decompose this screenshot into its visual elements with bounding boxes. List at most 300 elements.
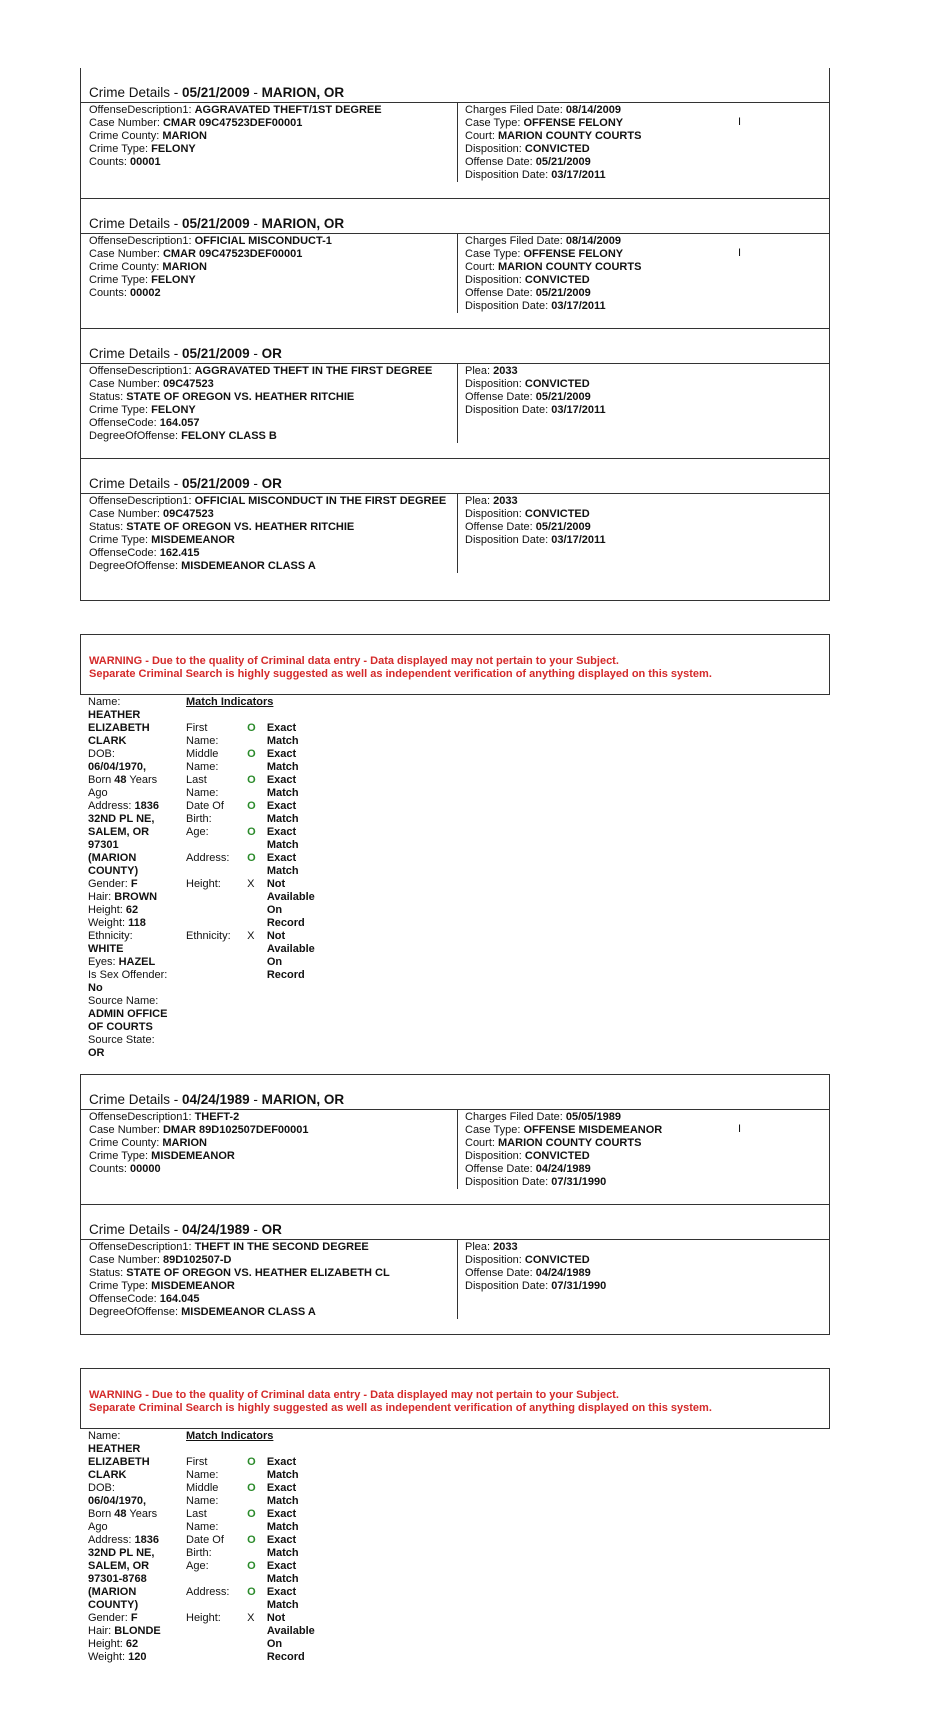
match-result: Not	[266, 930, 286, 942]
field-row	[89, 547, 457, 560]
section-location: OR	[261, 476, 282, 491]
subject-label: Address:	[88, 1534, 135, 1546]
field-row	[465, 404, 829, 417]
field-value: 09C47523	[162, 378, 214, 390]
match-result: Match	[266, 1469, 299, 1481]
match-spacer	[247, 969, 267, 982]
offense-left-column	[81, 234, 458, 313]
warning-line-2: Separate Criminal Search is highly suggested as well as independent verification of anything displayed on this system.	[89, 1402, 712, 1414]
subject-label: Source State:	[88, 1034, 155, 1046]
field-row	[89, 117, 457, 130]
match-row	[186, 865, 326, 878]
field-row	[465, 143, 829, 156]
subject-line	[88, 800, 183, 813]
match-result: Not	[266, 878, 286, 890]
subject-line	[88, 904, 183, 917]
offense-left-column	[81, 1240, 458, 1319]
field-label: Disposition:	[465, 1254, 525, 1266]
field-label: Disposition Date:	[465, 1280, 552, 1292]
match-result: On	[266, 956, 283, 968]
subject-details	[88, 1430, 183, 1664]
field-value: THEFT-2	[194, 1111, 240, 1123]
field-value: THEFT IN THE SECOND DEGREE	[194, 1241, 369, 1253]
field-row	[465, 534, 829, 547]
field-row	[465, 1111, 829, 1124]
field-row	[465, 1241, 829, 1254]
match-row	[186, 852, 326, 865]
field-label: Case Number:	[89, 117, 163, 129]
match-spacer	[247, 956, 267, 969]
subject-label: DOB:	[88, 748, 115, 760]
field-value: OFFENSE FELONY	[523, 117, 624, 129]
field-value: AGGRAVATED THEFT/1ST DEGREE	[194, 104, 382, 116]
match-field	[186, 1599, 247, 1612]
field-label: Crime Type:	[89, 274, 152, 286]
crime-details-section	[80, 1204, 830, 1335]
crime-details-header: Crime Details - 05/21/2009 - MARION, OR	[81, 199, 829, 234]
subject-line	[88, 1638, 183, 1651]
match-row	[186, 1599, 326, 1612]
match-result: Record	[266, 917, 305, 929]
field-value: MARION	[162, 1137, 207, 1149]
subject-line	[88, 748, 183, 761]
subject-value: SALEM, OR	[88, 1560, 150, 1572]
match-field	[186, 969, 247, 982]
match-row	[186, 748, 326, 761]
match-result: Match	[266, 865, 299, 877]
match-result: Exact	[266, 748, 297, 760]
field-label: OffenseDescription1:	[89, 1241, 195, 1253]
match-field: Birth:	[186, 1547, 212, 1559]
field-value: MISDEMEANOR	[151, 1150, 235, 1162]
match-row	[186, 1469, 326, 1482]
subject-label: Ago	[88, 787, 108, 799]
field-label: Charges Filed Date:	[465, 104, 566, 116]
field-value: MARION COUNTY COURTS	[498, 1137, 642, 1149]
offense-right-column	[458, 103, 829, 182]
field-row	[465, 274, 829, 287]
match-row	[186, 1456, 326, 1469]
field-label: Counts:	[89, 287, 130, 299]
subject-value: 06/04/1970,	[88, 1495, 147, 1507]
field-row	[465, 261, 829, 274]
field-value: MISDEMEANOR CLASS A	[181, 560, 316, 572]
match-miss-icon: X	[247, 878, 255, 890]
field-label: OffenseDescription1:	[89, 235, 195, 247]
match-indicators-title: Match Indicators	[186, 1430, 274, 1442]
field-label: Case Type:	[465, 117, 524, 129]
field-label: Offense Date:	[465, 156, 536, 168]
field-row	[465, 365, 829, 378]
match-field	[186, 1638, 247, 1651]
field-value: MISDEMEANOR	[151, 534, 235, 546]
match-result: Match	[266, 1521, 299, 1533]
field-value: MARION COUNTY COURTS	[498, 130, 642, 142]
match-field: Name:	[186, 735, 219, 747]
match-row	[186, 839, 326, 852]
match-field: Name:	[186, 787, 219, 799]
field-value: 07/31/1990	[551, 1176, 607, 1188]
field-row	[465, 169, 829, 182]
match-field	[186, 1651, 247, 1664]
field-value: CONVICTED	[524, 143, 590, 155]
field-row	[89, 1293, 457, 1306]
field-row	[465, 156, 829, 169]
field-row	[465, 1267, 829, 1280]
match-row	[186, 917, 326, 930]
subject-value: COUNTY)	[88, 1599, 139, 1611]
subject-line	[88, 1612, 183, 1625]
subject-label: Eyes:	[88, 956, 119, 968]
subject-details	[88, 696, 183, 1060]
match-ok-icon: O	[247, 800, 256, 812]
match-row	[186, 1547, 326, 1560]
match-row	[186, 930, 326, 943]
field-value: CONVICTED	[524, 1150, 590, 1162]
match-field: Middle	[186, 748, 219, 760]
subject-value: 62	[125, 904, 139, 916]
criminal-data-warning	[80, 634, 830, 695]
field-value: 05/21/2009	[535, 391, 591, 403]
subject-value: (MARION	[88, 852, 137, 864]
subject-value: ADMIN OFFICE	[88, 1008, 168, 1020]
field-label: Case Number:	[89, 378, 163, 390]
match-ok-icon: O	[247, 1456, 256, 1468]
field-value: 04/24/1989	[535, 1163, 591, 1175]
field-value: 05/21/2009	[535, 287, 591, 299]
subject-label: Weight:	[88, 917, 129, 929]
criminal-data-warning	[80, 1368, 830, 1429]
field-value: CONVICTED	[524, 1254, 590, 1266]
match-miss-icon: X	[247, 930, 255, 942]
field-label: Crime Type:	[89, 1150, 152, 1162]
subject-line	[88, 1456, 183, 1469]
field-label: OffenseDescription1:	[89, 365, 195, 377]
field-value: DMAR 89D102507DEF00001	[162, 1124, 309, 1136]
field-row	[465, 495, 829, 508]
field-label: Crime Type:	[89, 534, 152, 546]
section-label: Crime Details	[89, 1092, 171, 1107]
match-ok-icon: O	[247, 722, 256, 734]
match-row	[186, 761, 326, 774]
field-label: Plea:	[465, 1241, 494, 1253]
subject-line	[88, 1547, 183, 1560]
field-row	[89, 1111, 457, 1124]
section-date: 05/21/2009	[182, 216, 250, 231]
match-result: Available	[266, 1625, 315, 1637]
field-value: CMAR 09C47523DEF00001	[162, 117, 303, 129]
crime-details-header: Crime Details - 04/24/1989 - OR	[81, 1205, 829, 1240]
crime-details-header: Crime Details - 04/24/1989 - MARION, OR	[81, 1075, 829, 1110]
field-label: Disposition Date:	[465, 404, 552, 416]
match-spacer	[247, 904, 267, 917]
field-row	[465, 104, 829, 117]
section-date: 04/24/1989	[182, 1092, 250, 1107]
field-value: OFFENSE FELONY	[523, 248, 624, 260]
match-field: Address:	[186, 1586, 230, 1598]
field-value: OFFICIAL MISCONDUCT IN THE FIRST DEGREE	[194, 495, 447, 507]
subject-value: BLONDE	[114, 1625, 161, 1637]
subject-line	[88, 1008, 183, 1021]
match-result: Match	[266, 787, 299, 799]
field-row	[89, 378, 457, 391]
field-value: 164.045	[159, 1293, 200, 1305]
subject-line	[88, 878, 183, 891]
match-row	[186, 774, 326, 787]
match-result: On	[266, 904, 283, 916]
section-location: MARION, OR	[261, 216, 345, 231]
subject-value: 120	[128, 1651, 147, 1663]
match-field: Birth:	[186, 813, 212, 825]
subject-value: 118	[128, 917, 146, 929]
subject-line	[88, 865, 183, 878]
field-label: Offense Date:	[465, 521, 536, 533]
subject-label: Years	[126, 774, 158, 786]
case-marker: I	[738, 116, 742, 128]
field-label: Charges Filed Date:	[465, 235, 566, 247]
field-value: FELONY	[151, 143, 196, 155]
field-value: 03/17/2011	[551, 300, 606, 312]
field-row	[89, 1254, 457, 1267]
match-result: Exact	[266, 852, 297, 864]
subject-value: 97301-8768	[88, 1573, 147, 1585]
match-row	[186, 1482, 326, 1495]
match-row	[186, 722, 326, 735]
field-value: 04/24/1989	[535, 1267, 591, 1279]
crime-details-header: Crime Details - 05/21/2009 - OR	[81, 329, 829, 364]
subject-value: 32ND PL NE,	[88, 813, 155, 825]
match-spacer	[247, 1625, 267, 1638]
match-row	[186, 1625, 326, 1638]
section-location: OR	[261, 346, 282, 361]
field-label: OffenseCode:	[89, 547, 160, 559]
field-row	[465, 235, 829, 248]
subject-label: Weight:	[88, 1651, 129, 1663]
field-row	[465, 287, 829, 300]
subject-line	[88, 982, 183, 995]
subject-label: Ethnicity:	[88, 930, 133, 942]
field-row	[465, 1150, 829, 1163]
match-spacer	[247, 1547, 267, 1560]
subject-value: HEATHER	[88, 1443, 141, 1455]
field-row	[89, 156, 457, 169]
warning-line-1: WARNING - Due to the quality of Criminal data entry - Data displayed may not pertain to your Subject.	[89, 1389, 619, 1401]
match-field: Height:	[186, 1612, 221, 1624]
field-label: OffenseDescription1:	[89, 1111, 195, 1123]
subject-value: (MARION	[88, 1586, 137, 1598]
subject-value: HEATHER	[88, 709, 141, 721]
match-field: Last	[186, 1508, 207, 1520]
subject-value: No	[88, 982, 103, 994]
subject-value: 62	[125, 1638, 139, 1650]
section-location: MARION, OR	[261, 85, 345, 100]
match-result: Exact	[266, 1586, 297, 1598]
match-ok-icon: O	[247, 1560, 256, 1572]
match-spacer	[247, 839, 267, 852]
field-label: DegreeOfOffense:	[89, 430, 182, 442]
match-result: On	[266, 1638, 283, 1650]
match-row	[186, 1651, 326, 1664]
field-row	[89, 1267, 457, 1280]
field-row	[89, 521, 457, 534]
offense-right-column	[458, 1110, 829, 1189]
field-label: Status:	[89, 521, 127, 533]
field-label: Crime Type:	[89, 404, 152, 416]
field-value: 164.057	[159, 417, 200, 429]
match-field	[186, 891, 247, 904]
field-row	[465, 300, 829, 313]
section-label: Crime Details	[89, 85, 171, 100]
subject-value: OR	[88, 1047, 105, 1059]
subject-label: Height:	[88, 904, 126, 916]
field-row	[465, 1124, 829, 1137]
field-row	[89, 1124, 457, 1137]
match-field: Age:	[186, 1560, 209, 1572]
section-label: Crime Details	[89, 1222, 171, 1237]
subject-line	[88, 787, 183, 800]
subject-line	[88, 995, 183, 1008]
field-value: MARION	[162, 261, 207, 273]
field-value: 08/14/2009	[565, 235, 621, 247]
subject-line	[88, 1586, 183, 1599]
match-ok-icon: O	[247, 852, 256, 864]
field-value: STATE OF OREGON VS. HEATHER RITCHIE	[126, 391, 355, 403]
field-value: CONVICTED	[524, 508, 590, 520]
field-label: OffenseDescription1:	[89, 495, 195, 507]
subject-line	[88, 943, 183, 956]
subject-label: Hair:	[88, 891, 115, 903]
match-result: Record	[266, 969, 305, 981]
match-field: Name:	[186, 761, 219, 773]
match-field: Age:	[186, 826, 209, 838]
match-spacer	[247, 943, 267, 956]
field-value: 08/14/2009	[565, 104, 621, 116]
match-row	[186, 826, 326, 839]
field-value: 2033	[493, 495, 518, 507]
match-field	[186, 865, 247, 878]
subject-value: 06/04/1970,	[88, 761, 147, 773]
match-result: Available	[266, 943, 315, 955]
field-label: Status:	[89, 391, 127, 403]
field-row	[465, 248, 829, 261]
offense-right-column	[458, 1240, 829, 1319]
match-row	[186, 813, 326, 826]
match-field: Name:	[186, 1495, 219, 1507]
subject-line	[88, 1521, 183, 1534]
match-field	[186, 1625, 247, 1638]
match-result: Exact	[266, 1456, 297, 1468]
match-indicators	[186, 696, 326, 982]
match-row	[186, 891, 326, 904]
field-label: Case Number:	[89, 1254, 163, 1266]
match-field: Height:	[186, 878, 221, 890]
field-value: 07/31/1990	[551, 1280, 607, 1292]
subject-line	[88, 696, 183, 709]
match-row	[186, 878, 326, 891]
subject-label: Born	[88, 1508, 115, 1520]
subject-line	[88, 1599, 183, 1612]
field-value: MISDEMEANOR CLASS A	[181, 1306, 316, 1318]
match-spacer	[247, 787, 267, 800]
match-result: Exact	[266, 1534, 297, 1546]
subject-value: 1836	[134, 800, 159, 812]
crime-details-header: Crime Details - 05/21/2009 - MARION, OR	[81, 68, 829, 103]
subject-value: 48	[114, 1508, 127, 1520]
match-ok-icon: O	[247, 748, 256, 760]
match-field: Date Of	[186, 1534, 224, 1546]
field-row	[89, 104, 457, 117]
field-row	[89, 1163, 457, 1176]
match-ok-icon: O	[247, 826, 256, 838]
match-result: Exact	[266, 1560, 297, 1572]
subject-line	[88, 1034, 183, 1047]
field-value: 00001	[129, 156, 161, 168]
subject-value: SALEM, OR	[88, 826, 150, 838]
match-field	[186, 839, 247, 852]
subject-line	[88, 852, 183, 865]
match-row	[186, 1534, 326, 1547]
field-value: FELONY	[151, 274, 196, 286]
match-field	[186, 943, 247, 956]
field-value: MISDEMEANOR	[151, 1280, 235, 1292]
match-spacer	[247, 917, 267, 930]
subject-label: Ago	[88, 1521, 108, 1533]
section-label: Crime Details	[89, 216, 171, 231]
subject-line	[88, 1560, 183, 1573]
match-result: Exact	[266, 800, 297, 812]
subject-value: COUNTY)	[88, 865, 139, 877]
offense-left-column	[81, 494, 458, 573]
match-field: Ethnicity:	[186, 930, 231, 942]
field-label: Case Number:	[89, 508, 163, 520]
field-label: Offense Date:	[465, 1163, 536, 1175]
field-value: FELONY CLASS B	[181, 430, 277, 442]
subject-line	[88, 774, 183, 787]
crime-details-header: Crime Details - 05/21/2009 - OR	[81, 459, 829, 494]
match-result: Match	[266, 1573, 299, 1585]
field-value: 2033	[493, 365, 518, 377]
field-value: 03/17/2011	[551, 534, 606, 546]
match-result: Match	[266, 761, 299, 773]
field-label: Crime County:	[89, 261, 163, 273]
field-label: DegreeOfOffense:	[89, 1306, 182, 1318]
subject-value: 32ND PL NE,	[88, 1547, 155, 1559]
subject-label: Name:	[88, 696, 121, 708]
field-label: OffenseDescription1:	[89, 104, 195, 116]
match-result: Record	[266, 1651, 305, 1663]
field-label: Disposition Date:	[465, 300, 552, 312]
field-row	[89, 391, 457, 404]
match-row	[186, 969, 326, 982]
field-value: 05/05/1989	[565, 1111, 621, 1123]
crime-details-section	[80, 458, 830, 601]
field-label: Crime County:	[89, 130, 163, 142]
match-result: Available	[266, 891, 315, 903]
field-value: 89D102507-D	[162, 1254, 232, 1266]
subject-label: Gender:	[88, 1612, 131, 1624]
crime-details-section	[80, 198, 830, 329]
field-value: MARION	[162, 130, 207, 142]
match-result: Exact	[266, 1482, 297, 1494]
match-indicators-title: Match Indicators	[186, 696, 274, 708]
field-row	[89, 1150, 457, 1163]
offense-left-column	[81, 364, 458, 443]
subject-value: F	[130, 1612, 138, 1624]
field-label: Crime Type:	[89, 1280, 152, 1292]
field-label: Offense Date:	[465, 287, 536, 299]
match-result: Exact	[266, 826, 297, 838]
match-field	[186, 904, 247, 917]
